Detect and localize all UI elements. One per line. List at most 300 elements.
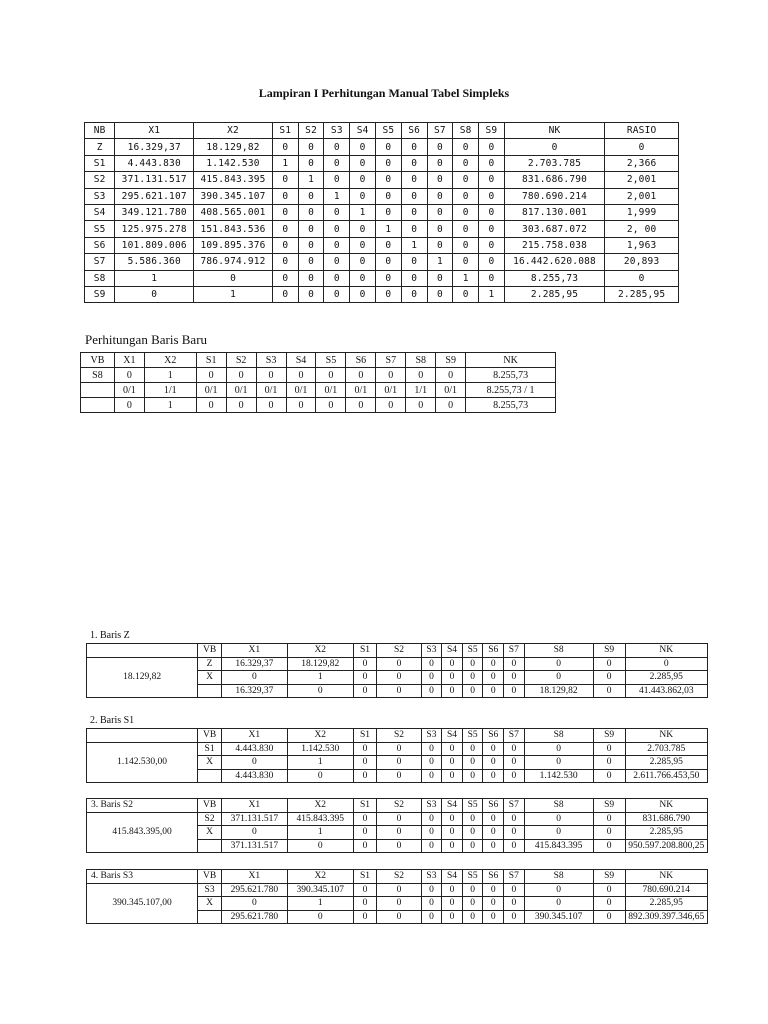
step-header-cell: S8 bbox=[524, 644, 593, 658]
simplex-cell: 0 bbox=[350, 270, 376, 286]
simplex-cell: 8.255,73 bbox=[504, 270, 604, 286]
baris-baru-cell: 0 bbox=[196, 398, 226, 413]
simplex-cell: 125.975.278 bbox=[115, 221, 194, 237]
step-cell: 0 bbox=[421, 769, 442, 783]
simplex-cell: 0 bbox=[401, 172, 427, 188]
step-header-cell: NK bbox=[625, 799, 707, 813]
baris-baru-cell: 8.255,73 bbox=[466, 398, 556, 413]
step-cell: 0 bbox=[593, 839, 625, 853]
step-header-cell: S4 bbox=[442, 870, 463, 884]
step-factor: 390.345.107,00 bbox=[87, 883, 198, 924]
step-cell: 0 bbox=[524, 897, 593, 911]
step-header-cell: VB bbox=[198, 799, 222, 813]
baris-baru-heading: Perhitungan Baris Baru bbox=[85, 332, 208, 347]
step-cell: 0 bbox=[442, 910, 463, 924]
baris-baru-header-cell: S8 bbox=[406, 353, 436, 368]
baris-baru-cell: 0 bbox=[114, 368, 144, 383]
step-factor: 1.142.530,00 bbox=[87, 742, 198, 783]
page-title: Lampiran I Perhitungan Manual Tabel Simpleks bbox=[258, 86, 510, 100]
simplex-cell: Z bbox=[85, 139, 115, 155]
step-header-row bbox=[87, 644, 708, 658]
step-cell: 0 bbox=[377, 769, 421, 783]
step-cell: S3 bbox=[198, 883, 222, 897]
step-cell: 415.843.395 bbox=[524, 839, 593, 853]
step-header-cell: S5 bbox=[462, 870, 483, 884]
simplex-cell: 1 bbox=[194, 286, 273, 302]
step-header-cell: X2 bbox=[287, 644, 353, 658]
simplex-cell: 16.442.620.088 bbox=[504, 254, 604, 270]
step-cell: 0 bbox=[353, 769, 377, 783]
simplex-cell: 0 bbox=[453, 286, 479, 302]
simplex-cell: 0 bbox=[401, 139, 427, 155]
step-cell: 0 bbox=[504, 910, 525, 924]
simplex-cell: 390.345.107 bbox=[194, 188, 273, 204]
baris-baru-cell: 0 bbox=[286, 368, 316, 383]
step-cell: 1 bbox=[287, 897, 353, 911]
step-cell: 0 bbox=[524, 756, 593, 770]
simplex-cell: 0 bbox=[479, 188, 505, 204]
step-cell: 0 bbox=[524, 826, 593, 840]
step-cell: 0 bbox=[524, 883, 593, 897]
step-cell: 0 bbox=[462, 742, 483, 756]
simplex-cell: 1.142.530 bbox=[194, 155, 273, 171]
step-cell: 295.621.780 bbox=[221, 883, 287, 897]
simplex-cell: 0 bbox=[298, 155, 324, 171]
simplex-cell: 215.758.038 bbox=[504, 237, 604, 253]
simplex-cell: 0 bbox=[376, 139, 402, 155]
simplex-cell: 1 bbox=[115, 270, 194, 286]
step-header-cell: VB bbox=[198, 870, 222, 884]
step-cell: 0 bbox=[353, 671, 377, 685]
simplex-header-cell: S5 bbox=[376, 123, 402, 139]
simplex-header-cell: S8 bbox=[453, 123, 479, 139]
simplex-cell: 0 bbox=[479, 270, 505, 286]
step-header-cell: S7 bbox=[504, 644, 525, 658]
baris-baru-cell: 0 bbox=[346, 368, 376, 383]
simplex-cell: 0 bbox=[504, 139, 604, 155]
step-cell bbox=[198, 910, 222, 924]
step-cell: 0 bbox=[625, 657, 707, 671]
step-header-cell: NK bbox=[625, 644, 707, 658]
step-cell: 0 bbox=[462, 839, 483, 853]
baris-baru-cell: 0 bbox=[286, 398, 316, 413]
step-header-cell: S9 bbox=[593, 870, 625, 884]
simplex-cell: S9 bbox=[85, 286, 115, 302]
simplex-cell: 0 bbox=[427, 155, 453, 171]
step-cell: 0 bbox=[593, 769, 625, 783]
baris-baru-cell: 0/1 bbox=[346, 383, 376, 398]
step-cell: 0 bbox=[377, 671, 421, 685]
step-header-cell: S9 bbox=[593, 729, 625, 743]
baris-baru-cell: 0/1 bbox=[316, 383, 346, 398]
step-cell: 2.285,95 bbox=[625, 826, 707, 840]
step-cell: 950.597.208.800,25 bbox=[625, 839, 707, 853]
simplex-cell: 786.974.912 bbox=[194, 254, 273, 270]
step-cell: 0 bbox=[221, 897, 287, 911]
step-cell: 0 bbox=[593, 742, 625, 756]
step-cell: 0 bbox=[504, 897, 525, 911]
step-cell: 0 bbox=[287, 839, 353, 853]
simplex-cell: 0 bbox=[350, 286, 376, 302]
simplex-cell: 0 bbox=[479, 204, 505, 220]
step-header-cell: X2 bbox=[287, 799, 353, 813]
baris-baru-cell: 0/1 bbox=[196, 383, 226, 398]
simplex-cell: 0 bbox=[479, 254, 505, 270]
simplex-cell: 0 bbox=[401, 155, 427, 171]
step-cell: 0 bbox=[524, 671, 593, 685]
simplex-cell: 2.703.785 bbox=[504, 155, 604, 171]
step-header-cell: S2 bbox=[377, 870, 421, 884]
simplex-row bbox=[85, 254, 679, 270]
baris-baru-table bbox=[80, 352, 556, 413]
simplex-cell: 0 bbox=[350, 139, 376, 155]
simplex-cell: 0 bbox=[115, 286, 194, 302]
simplex-row bbox=[85, 155, 679, 171]
step-header-cell: S2 bbox=[377, 644, 421, 658]
simplex-cell: 0 bbox=[298, 188, 324, 204]
simplex-cell: 0 bbox=[272, 204, 298, 220]
step-cell: 780.690.214 bbox=[625, 883, 707, 897]
baris-baru-header-cell: S7 bbox=[376, 353, 406, 368]
step-header-cell: S1 bbox=[353, 870, 377, 884]
step-cell: 0 bbox=[353, 657, 377, 671]
step-cell: 0 bbox=[221, 756, 287, 770]
simplex-cell: 2.285,95 bbox=[605, 286, 679, 302]
simplex-cell: 0 bbox=[298, 221, 324, 237]
simplex-cell: 2.285,95 bbox=[504, 286, 604, 302]
step-cell: X bbox=[198, 671, 222, 685]
baris-baru-header-cell: S3 bbox=[256, 353, 286, 368]
simplex-header-cell: S1 bbox=[272, 123, 298, 139]
step-table bbox=[86, 798, 708, 853]
step-table bbox=[86, 728, 708, 783]
step-header-cell: S4 bbox=[442, 799, 463, 813]
simplex-header-cell: X2 bbox=[194, 123, 273, 139]
step-cell: 0 bbox=[504, 684, 525, 698]
step-header-cell: NK bbox=[625, 729, 707, 743]
simplex-table bbox=[84, 122, 679, 303]
step-cell: 0 bbox=[442, 812, 463, 826]
simplex-cell: 0 bbox=[453, 221, 479, 237]
baris-baru-cell: 0 bbox=[256, 398, 286, 413]
simplex-cell: 5.586.360 bbox=[115, 254, 194, 270]
step-cell: 0 bbox=[353, 756, 377, 770]
simplex-cell: 20,893 bbox=[605, 254, 679, 270]
baris-baru-cell: 0/1 bbox=[114, 383, 144, 398]
simplex-cell: 0 bbox=[376, 155, 402, 171]
step-cell bbox=[198, 684, 222, 698]
step-header-cell: S3 bbox=[421, 799, 442, 813]
step-cell: 0 bbox=[377, 756, 421, 770]
step-cell: 0 bbox=[421, 883, 442, 897]
step-cell: 0 bbox=[504, 839, 525, 853]
baris-baru-cell bbox=[81, 383, 115, 398]
step-cell: X bbox=[198, 897, 222, 911]
step-header-cell: X2 bbox=[287, 870, 353, 884]
simplex-cell: 295.621.107 bbox=[115, 188, 194, 204]
simplex-cell: S5 bbox=[85, 221, 115, 237]
baris-baru-cell: 0 bbox=[346, 398, 376, 413]
simplex-cell: 0 bbox=[453, 188, 479, 204]
step-cell: 1.142.530 bbox=[287, 742, 353, 756]
step-header-cell: S2 bbox=[377, 799, 421, 813]
step-cell: 0 bbox=[593, 684, 625, 698]
baris-baru-cell: 0 bbox=[256, 368, 286, 383]
simplex-header-cell: NK bbox=[504, 123, 604, 139]
step-title-cell: 3. Baris S2 bbox=[87, 799, 198, 813]
step-cell: 0 bbox=[421, 684, 442, 698]
step-cell: 0 bbox=[462, 671, 483, 685]
simplex-cell: 0 bbox=[324, 155, 350, 171]
simplex-cell: 0 bbox=[350, 155, 376, 171]
step-cell: 2.285,95 bbox=[625, 897, 707, 911]
step-cell: 0 bbox=[462, 910, 483, 924]
step-cell: 4.443.830 bbox=[221, 769, 287, 783]
baris-baru-row bbox=[81, 383, 556, 398]
step-header-cell: S3 bbox=[421, 644, 442, 658]
step-row bbox=[87, 657, 708, 671]
step-header-cell: X1 bbox=[221, 729, 287, 743]
simplex-cell: 1 bbox=[453, 270, 479, 286]
step-cell: 0 bbox=[462, 812, 483, 826]
step-cell: 0 bbox=[462, 897, 483, 911]
simplex-cell: 0 bbox=[298, 237, 324, 253]
simplex-row bbox=[85, 270, 679, 286]
simplex-row bbox=[85, 172, 679, 188]
simplex-cell: 101.809.006 bbox=[115, 237, 194, 253]
simplex-cell: 0 bbox=[324, 139, 350, 155]
step-cell: 0 bbox=[421, 910, 442, 924]
simplex-cell: 0 bbox=[376, 204, 402, 220]
baris-baru-header-cell: S4 bbox=[286, 353, 316, 368]
step-header-cell: S1 bbox=[353, 644, 377, 658]
step-row bbox=[87, 812, 708, 826]
step-cell: 0 bbox=[442, 756, 463, 770]
step-cell: 0 bbox=[353, 812, 377, 826]
simplex-cell: 0 bbox=[324, 237, 350, 253]
simplex-cell: 303.687.072 bbox=[504, 221, 604, 237]
simplex-cell: 0 bbox=[298, 286, 324, 302]
simplex-cell: 2,001 bbox=[605, 172, 679, 188]
simplex-cell: 0 bbox=[453, 204, 479, 220]
simplex-cell: 1,963 bbox=[605, 237, 679, 253]
simplex-cell: 0 bbox=[272, 270, 298, 286]
step-header-cell: S8 bbox=[524, 729, 593, 743]
step-header-cell: S1 bbox=[353, 799, 377, 813]
step-cell: 0 bbox=[524, 812, 593, 826]
step-cell: 0 bbox=[377, 910, 421, 924]
simplex-cell: 0 bbox=[427, 204, 453, 220]
step-cell: X bbox=[198, 756, 222, 770]
simplex-cell: 0 bbox=[324, 254, 350, 270]
step-cell: 0 bbox=[593, 826, 625, 840]
step-cell bbox=[198, 769, 222, 783]
simplex-cell: 0 bbox=[272, 172, 298, 188]
baris-baru-header-cell: S9 bbox=[436, 353, 466, 368]
step-cell: 1.142.530 bbox=[524, 769, 593, 783]
step-cell: 0 bbox=[287, 684, 353, 698]
simplex-cell: S3 bbox=[85, 188, 115, 204]
simplex-cell: 0 bbox=[298, 139, 324, 155]
step-cell: 0 bbox=[504, 756, 525, 770]
step-table bbox=[86, 643, 708, 698]
baris-baru-cell: 0 bbox=[196, 368, 226, 383]
step-cell: 0 bbox=[377, 826, 421, 840]
simplex-cell: 1 bbox=[401, 237, 427, 253]
simplex-cell: 16.329,37 bbox=[115, 139, 194, 155]
step-cell: 0 bbox=[377, 812, 421, 826]
step-header-cell: S7 bbox=[504, 729, 525, 743]
step-cell: 0 bbox=[221, 826, 287, 840]
simplex-cell: 0 bbox=[427, 286, 453, 302]
simplex-cell: 1 bbox=[479, 286, 505, 302]
simplex-cell: S1 bbox=[85, 155, 115, 171]
baris-baru-cell: 0 bbox=[406, 368, 436, 383]
simplex-cell: 109.895.376 bbox=[194, 237, 273, 253]
step-header-cell: S7 bbox=[504, 799, 525, 813]
simplex-cell: 0 bbox=[350, 221, 376, 237]
simplex-cell: S8 bbox=[85, 270, 115, 286]
simplex-cell: S7 bbox=[85, 254, 115, 270]
step-cell: 415.843.395 bbox=[287, 812, 353, 826]
step-cell: 831.686.790 bbox=[625, 812, 707, 826]
simplex-cell: 0 bbox=[605, 270, 679, 286]
simplex-cell: 0 bbox=[324, 270, 350, 286]
baris-baru-header-cell: S6 bbox=[346, 353, 376, 368]
baris-baru-cell: 1 bbox=[144, 398, 196, 413]
step-cell: 0 bbox=[524, 657, 593, 671]
step-cell: 0 bbox=[462, 826, 483, 840]
simplex-cell: 408.565.001 bbox=[194, 204, 273, 220]
step-header-row bbox=[87, 729, 708, 743]
step-header-cell: S4 bbox=[442, 644, 463, 658]
step-row bbox=[87, 742, 708, 756]
simplex-cell: 0 bbox=[427, 172, 453, 188]
baris-baru-cell: 0 bbox=[436, 398, 466, 413]
baris-baru-cell: 0 bbox=[406, 398, 436, 413]
baris-baru-cell bbox=[81, 398, 115, 413]
baris-baru-header-cell: S5 bbox=[316, 353, 346, 368]
step-cell: 0 bbox=[377, 742, 421, 756]
step-cell: 0 bbox=[504, 883, 525, 897]
step-cell bbox=[198, 839, 222, 853]
simplex-row bbox=[85, 139, 679, 155]
step-header-cell: S3 bbox=[421, 870, 442, 884]
simplex-cell: 0 bbox=[350, 188, 376, 204]
step-cell: 892.309.397.346,65 bbox=[625, 910, 707, 924]
simplex-cell: 831.686.790 bbox=[504, 172, 604, 188]
step-cell: 2.703.785 bbox=[625, 742, 707, 756]
simplex-cell: 0 bbox=[350, 237, 376, 253]
step-header-cell: S5 bbox=[462, 729, 483, 743]
step-header-cell: VB bbox=[198, 644, 222, 658]
step-header-cell: S7 bbox=[504, 870, 525, 884]
simplex-cell: 0 bbox=[272, 139, 298, 155]
step-cell: 0 bbox=[593, 812, 625, 826]
step-cell: 1 bbox=[287, 756, 353, 770]
step-cell: 0 bbox=[483, 897, 504, 911]
simplex-cell: 151.843.536 bbox=[194, 221, 273, 237]
simplex-cell: 0 bbox=[453, 254, 479, 270]
step-header-cell: S1 bbox=[353, 729, 377, 743]
baris-baru-cell: 0/1 bbox=[286, 383, 316, 398]
baris-baru-header-cell: VB bbox=[81, 353, 115, 368]
simplex-cell: 0 bbox=[479, 221, 505, 237]
step-cell: 390.345.107 bbox=[524, 910, 593, 924]
step-cell: 2.285,95 bbox=[625, 756, 707, 770]
step-blank-cell bbox=[87, 644, 198, 658]
baris-baru-cell: 1/1 bbox=[144, 383, 196, 398]
simplex-cell: 780.690.214 bbox=[504, 188, 604, 204]
simplex-cell: 0 bbox=[298, 254, 324, 270]
step-factor: 18.129,82 bbox=[87, 657, 198, 698]
step-row bbox=[87, 883, 708, 897]
step-cell: 0 bbox=[483, 742, 504, 756]
step-cell: 0 bbox=[462, 769, 483, 783]
simplex-cell: 0 bbox=[401, 254, 427, 270]
step-header-cell: S6 bbox=[483, 799, 504, 813]
step-cell: X bbox=[198, 826, 222, 840]
simplex-cell: 1 bbox=[298, 172, 324, 188]
step-cell: 0 bbox=[483, 839, 504, 853]
simplex-cell: 349.121.780 bbox=[115, 204, 194, 220]
step-cell: 0 bbox=[483, 910, 504, 924]
step-header-row bbox=[87, 870, 708, 884]
simplex-cell: 1 bbox=[427, 254, 453, 270]
step-cell: 0 bbox=[353, 742, 377, 756]
step-cell: 0 bbox=[421, 671, 442, 685]
step-cell: 0 bbox=[462, 684, 483, 698]
simplex-cell: 0 bbox=[298, 270, 324, 286]
simplex-header-cell: S6 bbox=[401, 123, 427, 139]
baris-baru-cell: 0/1 bbox=[226, 383, 256, 398]
baris-baru-header-cell: S2 bbox=[226, 353, 256, 368]
simplex-cell: 0 bbox=[272, 221, 298, 237]
simplex-cell: S4 bbox=[85, 204, 115, 220]
step-header-cell: X1 bbox=[221, 644, 287, 658]
simplex-cell: 0 bbox=[376, 254, 402, 270]
simplex-cell: 0 bbox=[427, 221, 453, 237]
simplex-row bbox=[85, 221, 679, 237]
step-cell: 0 bbox=[504, 826, 525, 840]
baris-baru-cell: 0 bbox=[226, 368, 256, 383]
simplex-row bbox=[85, 204, 679, 220]
step-cell: 18.129,82 bbox=[287, 657, 353, 671]
step-label: 2. Baris S1 bbox=[90, 715, 135, 726]
step-cell: 0 bbox=[421, 826, 442, 840]
simplex-cell: 1 bbox=[272, 155, 298, 171]
step-cell: 0 bbox=[593, 910, 625, 924]
step-cell: 0 bbox=[353, 910, 377, 924]
step-cell: 2.285,95 bbox=[625, 671, 707, 685]
step-cell: S1 bbox=[198, 742, 222, 756]
simplex-cell: 0 bbox=[194, 270, 273, 286]
step-cell: 390.345.107 bbox=[287, 883, 353, 897]
step-header-cell: S3 bbox=[421, 729, 442, 743]
baris-baru-cell: 0/1 bbox=[256, 383, 286, 398]
step-header-cell: NK bbox=[625, 870, 707, 884]
simplex-cell: 0 bbox=[401, 204, 427, 220]
simplex-cell: 0 bbox=[479, 155, 505, 171]
simplex-cell: 0 bbox=[453, 139, 479, 155]
baris-baru-cell: 8.255,73 / 1 bbox=[466, 383, 556, 398]
simplex-row bbox=[85, 286, 679, 302]
step-header-cell: VB bbox=[198, 729, 222, 743]
simplex-cell: 0 bbox=[350, 172, 376, 188]
step-cell: 0 bbox=[483, 756, 504, 770]
step-cell: 0 bbox=[504, 742, 525, 756]
step-cell: 0 bbox=[421, 742, 442, 756]
